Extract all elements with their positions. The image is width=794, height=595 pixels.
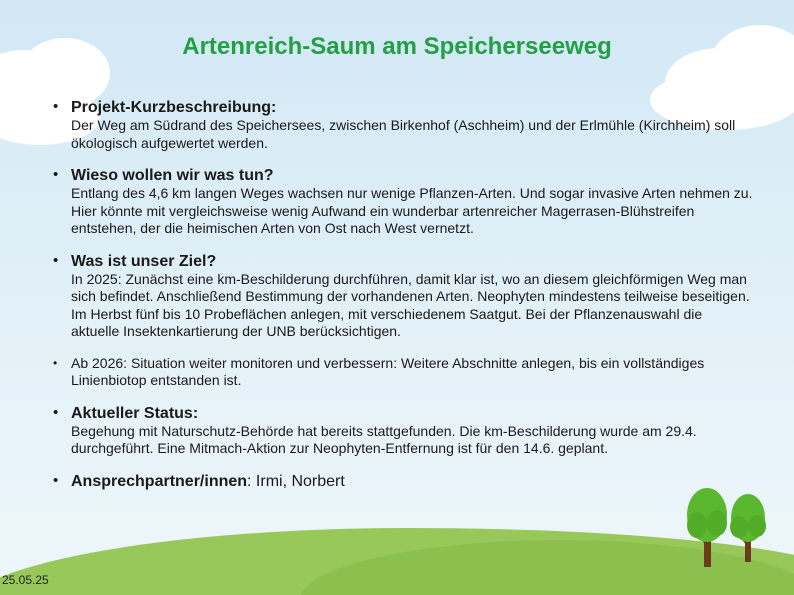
item-text: Der Weg am Südrand des Speichersees, zwischen Birkenhof (Aschheim) und der Erlmühle (Kirchheim) soll ökologisch aufgewertet werden. (71, 117, 736, 151)
item-text: In 2025: Zunächst eine km-Beschilderung durchführen, damit klar ist, wo an diesem gleichförmigen Weg man sich befindet. Anschließend Bestimmung der vorhandenen Arten. Neophyten mindestens teilweise beseitigen. Im Herbst fünf bis 10 Probeflächen anlegen, mit verschiedenem Saatgut. Bei der Pflanzenauswahl die aktuelle Insektenkartierung der UNB berücksichtigen. (71, 270, 750, 339)
item-heading: Ansprechpartner/innen (71, 472, 248, 490)
item-heading: Aktueller Status: (71, 404, 199, 422)
bullet-icon: • (53, 403, 59, 421)
list-item (53, 404, 753, 458)
list-item (53, 166, 753, 238)
list-item (53, 355, 753, 390)
item-heading: Wieso wollen wir was tun? (71, 167, 274, 184)
item-heading: Was ist unser Ziel? (71, 252, 217, 270)
list-item (53, 472, 753, 491)
item-text: Ab 2026: Situation weiter monitoren und verbessern: Weitere Abschnitte anlegen, bis ein vollständiges Linienbiotop entstanden ist. (71, 354, 705, 388)
item-text: Entlang des 4,6 km langen Weges wachsen nur wenige Pflanzen-Arten. Und sogar invasive Arten nehmen zu. Hier könnte mit vergleichsweise wenig Aufwand ein wunderbar artenreicher Magerrasen-Blühstreifen entstehen, der die heimischen Arten von Ost nach West vernetzt. (71, 185, 753, 236)
contact-names: : Irmi, Norbert (247, 472, 345, 490)
slide-date: 25.05.25 (2, 573, 49, 587)
bullet-list (53, 98, 753, 505)
bullet-icon: • (53, 98, 59, 115)
bullet-icon: • (53, 251, 59, 269)
list-item (53, 98, 753, 152)
bullet-icon: • (53, 355, 58, 370)
list-item (53, 252, 753, 341)
item-heading: Projekt-Kurzbeschreibung: (71, 99, 277, 116)
item-text: Begehung mit Naturschutz-Behörde hat bereits stattgefunden. Die km-Beschilderung wurde am 29.4. durchgeführt. Eine Mitmach-Aktion zur Neophyten-Entfernung ist für den 14.6. geplant. (71, 422, 697, 456)
bullet-icon: • (53, 166, 59, 183)
bullet-icon: • (53, 471, 59, 489)
slide-title: Artenreich-Saum am Speicherseeweg (182, 33, 612, 60)
